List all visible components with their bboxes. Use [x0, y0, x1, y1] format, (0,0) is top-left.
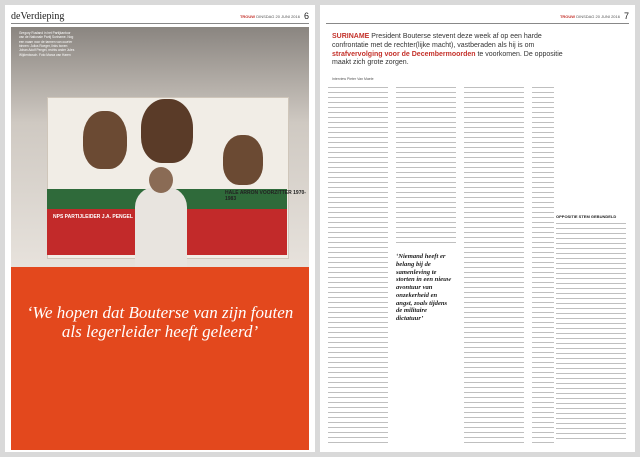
- body-text-lines: [328, 87, 388, 447]
- photo-subject: [135, 187, 187, 267]
- lead-kicker: SURINAME: [332, 33, 370, 40]
- body-column-3: [464, 87, 524, 447]
- subject-head: [149, 167, 173, 193]
- body-column-4: [532, 87, 554, 447]
- issue-date-right: DINSDAG 20 JUNI 2016: [576, 13, 620, 19]
- right-page-header: [326, 9, 629, 23]
- inline-quote: ‘Niemand heeft er belang bij de samenleving te storten in een nieuw avontuur van onzekerheid en angst, zoals tijdens de militaire dictatuur’: [396, 253, 452, 323]
- issue-date: DINSDAG 20 JUNI 2016: [256, 13, 300, 19]
- article-lead: [332, 33, 572, 68]
- section-title: deVerdieping: [11, 10, 65, 22]
- left-page-meta: [240, 14, 300, 19]
- page-number-right: 7: [623, 11, 629, 21]
- pull-quote: ‘We hopen dat Bouterse van zijn fouten als legerleider heeft geleerd’: [26, 303, 294, 342]
- portrait-left: [83, 111, 127, 169]
- sidebar: [556, 215, 626, 450]
- mural-label-left: NPS PARTIJLEIDER J.A. PENGEL: [53, 214, 133, 220]
- right-page: [320, 5, 635, 452]
- sidebar-text-lines: [556, 223, 626, 443]
- left-page: [5, 5, 315, 452]
- left-page-header: [11, 9, 309, 23]
- pull-quote-box: [11, 267, 309, 450]
- right-page-meta: [560, 14, 620, 19]
- brand-name-right: TROUW: [559, 13, 576, 19]
- body-column-2: [396, 87, 456, 247]
- body-text-lines: [464, 87, 524, 447]
- byline: Interview Pieter Van Maele: [332, 77, 374, 81]
- feature-photo: [11, 27, 309, 267]
- portrait-center: [141, 99, 193, 163]
- brand-name: TROUW: [239, 13, 256, 19]
- body-column-1: [328, 87, 388, 447]
- portrait-right: [223, 135, 263, 185]
- photo-caption: Gregory Rusland in het Partijkantoor van de Nationale Partij Suriname. Nog een naam voor de tarmen van ouvrier binnen: Julius Roeger, links boven Johan Adolf Pengel, rechts onder Jules Wijdenbosch. Foto Marca van Haren: [19, 31, 75, 57]
- mural-label-right: HALE ARRON VOORZITTER 1970-1983: [225, 190, 306, 202]
- lead-text-2: te voorkomen. De oppositie maakt zich grote zorgen.: [332, 50, 563, 67]
- header-rule-right: [326, 23, 629, 24]
- page-number: 6: [303, 11, 309, 21]
- lead-text-1: President Bouterse stevent deze week af op een harde confrontatie met de rechter(lijke macht), vastberaden als hij is om: [332, 33, 542, 49]
- header-rule: [11, 23, 309, 24]
- sidebar-title: OPPOSITIE STEM GEBUNDELD: [556, 214, 617, 219]
- body-text-lines: [396, 87, 456, 247]
- lead-highlight: strafvervolging voor de Decembermoorden: [332, 50, 476, 58]
- body-text-lines: [532, 87, 554, 447]
